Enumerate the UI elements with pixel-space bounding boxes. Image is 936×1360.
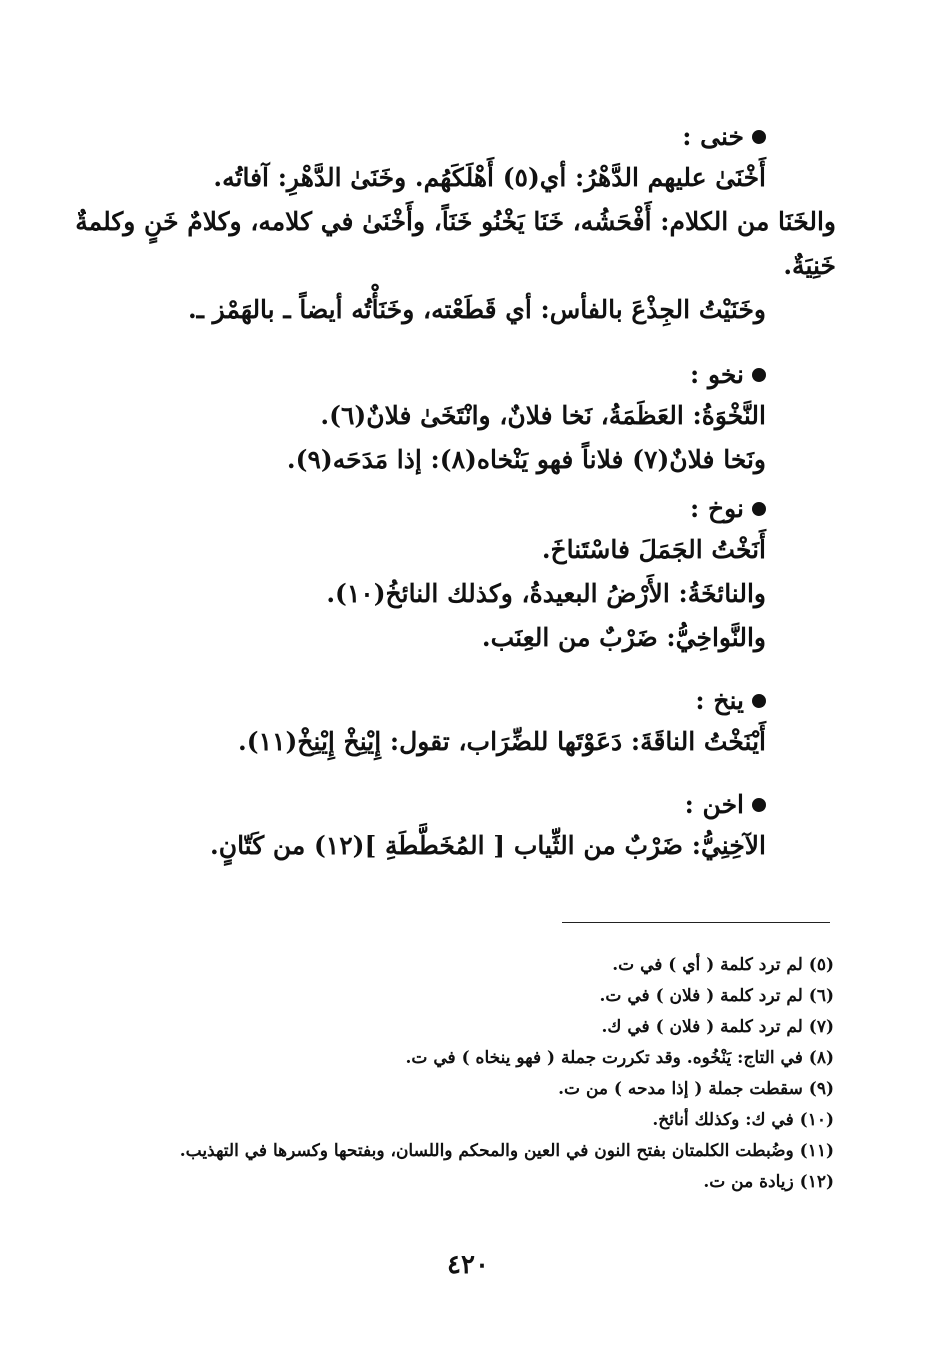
footnote: (١٢) زيادة من ت.: [703, 1172, 834, 1192]
footnote: (٨) في التاج: يَنْخُوه. وقد تكررت جملة ( فهو ينخاه ) في ت.: [405, 1048, 834, 1068]
entry-akhn: [66, 786, 766, 868]
entry-line: أَنَخْتُ الجَمَلَ فاسْتَناخَ.: [541, 535, 766, 564]
entry-nakhw: [66, 356, 766, 482]
footnote-divider: [562, 922, 830, 923]
footnotes: [74, 950, 834, 1198]
page-number: ٤٢٠: [447, 1250, 489, 1280]
entry-heading: اخن :: [66, 786, 766, 824]
bullet-icon: [752, 694, 766, 708]
footnote: (٦) لم ترد كلمة ( فلان ) في ت.: [599, 986, 834, 1006]
entry-yanakh: [66, 682, 766, 764]
entry-heading: ينخ :: [66, 682, 766, 720]
entry-line: أَخْنَىٰ عليهم الدَّهْرُ: أي(٥) أَهْلَكَهُم. وخَنَىٰ الدَّهْرِ: آفاتُه.: [213, 163, 766, 192]
bullet-icon: [752, 502, 766, 516]
entry-heading: نخو :: [66, 356, 766, 394]
footnote: (٥) لم ترد كلمة ( أي ) في ت.: [612, 955, 834, 975]
entry-line: وخَنَيْتُ الجِذْعَ بالفأس: أي قَطَعْته، وخَنَأْتُه أيضاً ـ بالهَمْز ـ.: [187, 295, 766, 324]
bullet-icon: [752, 368, 766, 382]
entry-khana: [66, 118, 836, 332]
entry-line: أَيْنَخْتُ الناقَةَ: دَعَوْتَها للضِّرَاب، تقول: إِيْنِخْ إِيْنِخْ(١١).: [238, 727, 766, 756]
entry-line: ونَخا فلانٌ(٧) فلاناً فهو يَنْخاه(٨): إذا مَدَحَه(٩).: [286, 445, 766, 474]
entry-line: والنائخَةُ: الأَرْضُ البعيدةُ، وكذلك النائخُ(١٠).: [326, 579, 766, 608]
footnote: (١٠) في ك: وكذلك أنائخ.: [652, 1110, 834, 1130]
entry-line: والنَّواخِيُّ: ضَرْبٌ من العِنَب.: [481, 623, 766, 652]
entry-nawkh: [66, 490, 766, 660]
entry-line: والخَنَا من الكلام: أَفْحَشُه، خَنَا يَخْنُو خَنَاً، وأَخْنَىٰ في كلامه، وكلامٌ خَنٍ وكلمةٌ خَنِيَةٌ.: [75, 207, 836, 280]
bullet-icon: [752, 130, 766, 144]
entry-heading: خنى :: [66, 118, 766, 156]
bullet-icon: [752, 798, 766, 812]
footnote: (١١) وضُبطت الكلمتان بفتح النون في العين والمحكم واللسان، وبفتحها وكسرها في التهذيب.: [179, 1141, 834, 1161]
entry-line: النَّخْوَةُ: العَظَمَةُ، نَخا فلانٌ، وانْتَخَىٰ فلانٌ(٦).: [320, 401, 766, 430]
entry-line: الآخِنِيُّ: ضَرْبٌ من الثِّياب [ المُخَطَّطَةِ ](١٢) من كَتّانٍ.: [210, 831, 766, 860]
footnote: (٩) سقطت جملة ( إذا مدحه ) من ت.: [558, 1079, 834, 1099]
footnote: (٧) لم ترد كلمة ( فلان ) في ك.: [601, 1017, 834, 1037]
entry-heading: نوخ :: [66, 490, 766, 528]
